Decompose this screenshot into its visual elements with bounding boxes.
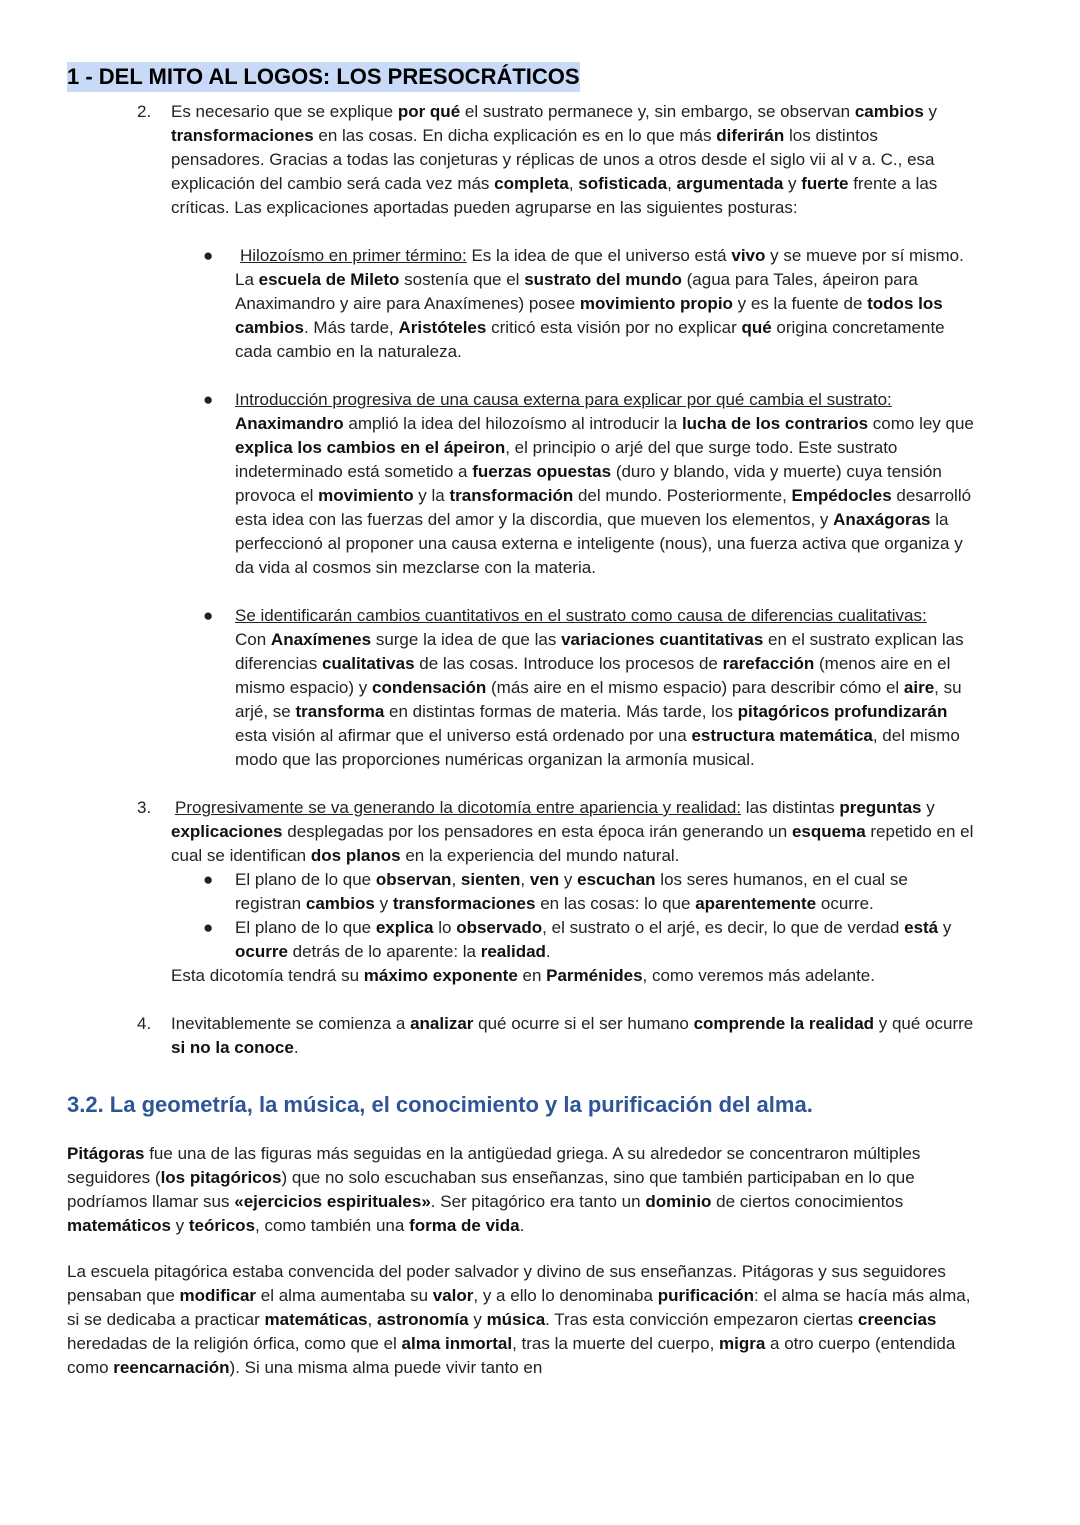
list-item-text: Inevitablemente se comienza a analizar qué ocurre si el ser humano comprende la realidad y qué ocurre si no la conoce.: [171, 1014, 974, 1057]
list-number: 3.: [137, 798, 152, 817]
list-item-4: [67, 1012, 987, 1060]
bullet-dot: ●: [203, 918, 214, 937]
bullet-dot: ●: [203, 246, 214, 265]
list-item-text: Es necesario que se explique por qué el sustrato permanece y, sin embargo, se observan cambios y transformaciones en las cosas. En dicha explicación es en lo que más diferirán los distintos pensadores. Gracias a todas las conjeturas y réplicas de unos a otros desde el siglo vii al v a. C., esa explicación del cambio será cada vez más completa, sofisticada, argumentada y fuerte frente a las críticas. Las explicaciones aportadas pueden agruparse en las siguientes posturas: ● Hilozoísmo en primer término: Es la idea de que el universo está vivo y se mueve por sí mismo. La escuela de Mileto sostenía que el sustrato del mundo (agua para Tales, ápeiron para Anaximandro y aire para Anaxímenes) posee movimiento propio y es la fuente de todos los cambios. Más tarde, Aristóteles criticó esta visión por no explicar qué origina concretamente cada cambio en la naturaleza. ● Introducción progresiva de una causa externa para explicar por qué cambia el sustrato: Anaximandro amplió la idea del hilozoísmo al introducir la lucha de los contrarios como ley que explica los cambios en el ápeiron, el principio o arjé del que surge todo. Este sustrato indeterminado está sometido a fuerzas opuestas (duro y blando, vida y muerte) cuya tensión provoca el movimiento y la transformación del mundo. Posteriormente, Empédocles desarrolló esta idea con las fuerzas del amor y la discordia, que mueven los elementos, y Anaxágoras la perfeccionó al proponer una causa externa e inteligente (nous), una fuerza activa que organiza y da vida al cosmos sin mezclarse con la materia. ● Se identificarán cambios cuantitativos en el sustrato como causa de diferencias cualitativas: Con Anaxímenes surge la idea de que las variaciones cuantitativas en el sustrato explican las diferencias cualitativas de las cosas. Introduce los procesos de rarefacción (menos aire en el mismo espacio) y condensación (más aire en el mismo espacio) para describir cómo el aire, su arjé, se transforma en distintas formas de materia. Más tarde, los pitagóricos profundizarán esta visión al afirmar que el universo está ordenado por una estructura matemática, del mismo modo que las proporciones numéricas organizan la armonía musical.: [171, 100, 975, 772]
bullet-dot: ●: [203, 390, 214, 409]
list-item-text: Progresivamente se va generando la dicotomía entre apariencia y realidad: las distintas preguntas y explicaciones desplegadas por los pensadores en esta época irán generando un esquema repetido en el cual se identifican dos planos en la experiencia del mundo natural. ● El plano de lo que observan, sienten, ven y escuchan los seres humanos, en el cual se registran cambios y transformaciones en las cosas: lo que aparentemente ocurre. ● El plano de lo que explica lo observado, el sustrato o el arjé, es decir, lo que de verdad está y ocurre detrás de lo aparente: la realidad. Esta dicotomía tendrá su máximo exponente en Parménides, como veremos más adelante.: [171, 796, 975, 988]
list-item-2: [67, 100, 987, 772]
list-item-3: [67, 796, 987, 988]
bullet-plano-explica: ● El plano de lo que explica lo observado, el sustrato o el arjé, es decir, lo que de verdad está y ocurre detrás de lo aparente: la realidad.: [203, 918, 952, 961]
bullet-cambios-cuantitativos: ● Se identificarán cambios cuantitativos en el sustrato como causa de diferencias cualitativas: Con Anaxímenes surge la idea de que las variaciones cuantitativas en el sustrato explican las diferencias cualitativas de las cosas. Introduce los procesos de rarefacción (menos aire en el mismo espacio) y condensación (más aire en el mismo espacio) para describir cómo el aire, su arjé, se transforma en distintas formas de materia. Más tarde, los pitagóricos profundizarán esta visión al afirmar que el universo está ordenado por una estructura matemática, del mismo modo que las proporciones numéricas organizan la armonía musical.: [203, 606, 964, 769]
bullet-hilozoismo: ● Hilozoísmo en primer término: Es la idea de que el universo está vivo y se mueve por sí mismo. La escuela de Mileto sostenía que el sustrato del mundo (agua para Tales, ápeiron para Anaximandro y aire para Anaxímenes) posee movimiento propio y es la fuente de todos los cambios. Más tarde, Aristóteles criticó esta visión por no explicar qué origina concretamente cada cambio en la naturaleza.: [203, 246, 964, 361]
section-heading: 3.2. La geometría, la música, el conocimiento y la purificación del alma.: [67, 1092, 813, 1117]
list-number: 4.: [137, 1014, 152, 1033]
paragraph-escuela-pitagorica: La escuela pitagórica estaba convencida del poder salvador y divino de sus enseñanzas. Pitágoras y sus seguidores pensaban que modificar el alma aumentaba su valor, y a ello lo denominaba purificación: el alma se hacía más alma, si se dedicaba a practicar matemáticas, astronomía y música. Tras esta convicción empezaron ciertas creencias heredadas de la religión órfica, como que el alma inmortal, tras la muerte del cuerpo, migra a otro cuerpo (entendida como reencarnación). Si una misma alma puede vivir tanto en: [67, 1262, 971, 1377]
paragraph-pitagoras: Pitágoras fue una de las figuras más seguidas en la antigüedad griega. A su alrededor se concentraron múltiples seguidores (los pitagóricos) que no solo escuchaban sus enseñanzas, sino que también participaban en lo que podríamos llamar sus «ejercicios espirituales». Ser pitagórico era tanto un dominio de ciertos conocimientos matemáticos y teóricos, como también una forma de vida.: [67, 1144, 921, 1235]
page-title: 1 - DEL MITO AL LOGOS: LOS PRESOCRÁTICOS: [67, 62, 580, 92]
bullet-plano-observan: ● El plano de lo que observan, sienten, ven y escuchan los seres humanos, en el cual se registran cambios y transformaciones en las cosas: lo que aparentemente ocurre.: [203, 870, 908, 913]
list-number: 2.: [137, 102, 152, 121]
bullet-dot: ●: [203, 606, 214, 625]
document: [67, 62, 987, 1380]
bullet-causa-externa: ● Introducción progresiva de una causa externa para explicar por qué cambia el sustrato: Anaximandro amplió la idea del hilozoísmo al introducir la lucha de los contrarios como ley que explica los cambios en el ápeiron, el principio o arjé del que surge todo. Este sustrato indeterminado está sometido a fuerzas opuestas (duro y blando, vida y muerte) cuya tensión provoca el movimiento y la transformación del mundo. Posteriormente, Empédocles desarrolló esta idea con las fuerzas del amor y la discordia, que mueven los elementos, y Anaxágoras la perfeccionó al proponer una causa externa e inteligente (nous), una fuerza activa que organiza y da vida al cosmos sin mezclarse con la materia.: [203, 390, 974, 577]
item3-conclusion: Esta dicotomía tendrá su máximo exponente en Parménides, como veremos más adelante.: [171, 966, 875, 985]
bullet-dot: ●: [203, 870, 214, 889]
